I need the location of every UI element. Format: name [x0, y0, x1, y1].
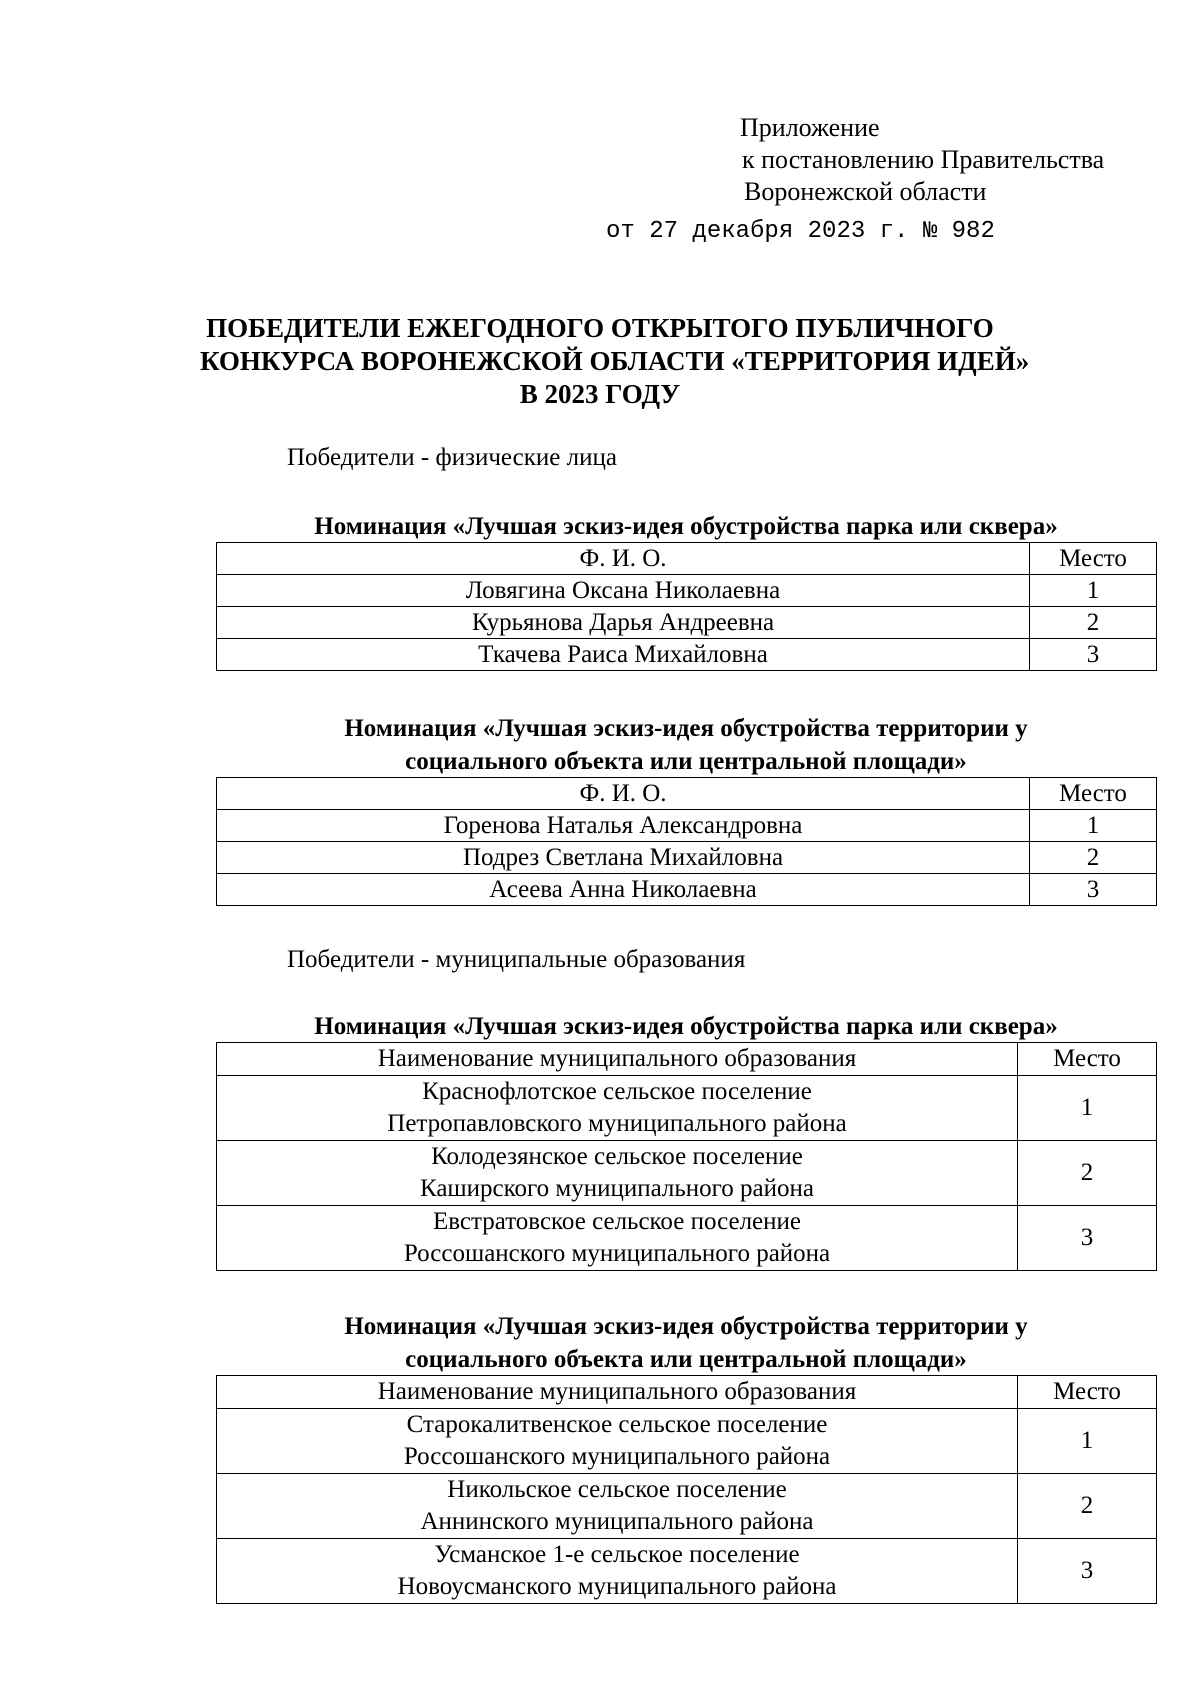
table-row	[217, 1409, 1157, 1474]
appendix-line-3: Воронежской области	[744, 177, 987, 206]
winner-place: 1	[1030, 810, 1157, 842]
municipality-settlement: Евстратовское сельское поселение	[432, 1208, 801, 1235]
municipality-settlement: Никольское сельское поселение	[447, 1476, 787, 1503]
header-name: Наименование муниципального образования	[217, 1043, 1018, 1076]
municipality-name	[217, 1141, 1018, 1206]
winner-name: Асеева Анна Николаевна	[217, 874, 1030, 906]
table-row	[217, 639, 1157, 671]
table-row	[217, 607, 1157, 639]
nomination-title-line: социального объекта или центральной площади»	[405, 748, 967, 775]
table-individuals-park	[216, 542, 1157, 671]
nomination-title-line: Номинация «Лучшая эскиз-идея обустройства парка или сквера»	[314, 513, 1058, 540]
nomination-title-line: Номинация «Лучшая эскиз-идея обустройства территории у	[344, 715, 1028, 742]
winner-place: 3	[1030, 874, 1157, 906]
table-row	[217, 1206, 1157, 1271]
municipality-settlement: Колодезянское сельское поселение	[431, 1143, 803, 1170]
appendix-line-2: к постановлению Правительства	[742, 145, 1105, 174]
section-heading-individuals: Победители - физические лица	[287, 444, 617, 471]
winner-name: Горенова Наталья Александровна	[217, 810, 1030, 842]
winner-place: 2	[1018, 1474, 1157, 1539]
winner-name: Подрез Светлана Михайловна	[217, 842, 1030, 874]
header-name: Наименование муниципального образования	[217, 1376, 1018, 1409]
table-row	[217, 1141, 1157, 1206]
municipality-name	[217, 1206, 1018, 1271]
municipality-district: Аннинского муниципального района	[420, 1508, 814, 1535]
nomination-title-line: Номинация «Лучшая эскиз-идея обустройства парка или сквера»	[314, 1013, 1058, 1040]
header-name: Ф. И. О.	[217, 778, 1030, 810]
winner-place: 1	[1018, 1076, 1157, 1141]
winner-place: 3	[1018, 1206, 1157, 1271]
section-heading-municipalities: Победители - муниципальные образования	[287, 946, 746, 973]
header-place: Место	[1030, 543, 1157, 575]
winner-name: Курьянова Дарья Андреевна	[217, 607, 1030, 639]
title-line-2: КОНКУРСА ВОРОНЕЖСКОЙ ОБЛАСТИ «ТЕРРИТОРИЯ ИДЕЙ»	[200, 346, 1030, 376]
municipality-name	[217, 1409, 1018, 1474]
header-place: Место	[1018, 1043, 1157, 1076]
table-row	[217, 810, 1157, 842]
header-name: Ф. И. О.	[217, 543, 1030, 575]
municipality-settlement: Старокалитвенское сельское поселение	[406, 1411, 828, 1438]
title-line-3: В 2023 ГОДУ	[519, 379, 681, 409]
winner-name: Ткачева Раиса Михайловна	[217, 639, 1030, 671]
nomination-title-social-municipalities	[216, 1310, 1156, 1376]
table-individuals-social	[216, 777, 1157, 906]
table-row	[217, 874, 1157, 906]
nomination-title-park-individuals	[216, 510, 1156, 543]
nomination-title-social-individuals	[216, 712, 1156, 778]
header-place: Место	[1018, 1376, 1157, 1409]
winner-place: 3	[1018, 1539, 1157, 1604]
document-title	[200, 312, 1030, 411]
municipality-district: Россошанского муниципального района	[403, 1443, 831, 1470]
header-place: Место	[1030, 778, 1157, 810]
winner-place: 2	[1030, 842, 1157, 874]
nomination-title-park-municipalities	[216, 1010, 1156, 1043]
winner-place: 1	[1018, 1409, 1157, 1474]
winner-place: 2	[1030, 607, 1157, 639]
table-header-row	[217, 543, 1157, 575]
table-row	[217, 842, 1157, 874]
municipality-district: Россошанского муниципального района	[403, 1240, 831, 1267]
municipality-settlement: Краснофлотское сельское поселение	[422, 1078, 812, 1105]
winner-place: 3	[1030, 639, 1157, 671]
table-header-row	[217, 1043, 1157, 1076]
municipality-district: Петропавловского муниципального района	[387, 1110, 847, 1137]
appendix-block	[740, 112, 1104, 208]
nomination-title-line: Номинация «Лучшая эскиз-идея обустройства территории у	[344, 1313, 1028, 1340]
table-header-row	[217, 778, 1157, 810]
table-row	[217, 1076, 1157, 1141]
winner-place: 2	[1018, 1141, 1157, 1206]
nomination-title-line: социального объекта или центральной площади»	[405, 1346, 967, 1373]
table-row	[217, 575, 1157, 607]
table-municipalities-social	[216, 1375, 1157, 1604]
municipality-name	[217, 1076, 1018, 1141]
winner-name: Ловягина Оксана Николаевна	[217, 575, 1030, 607]
municipality-settlement: Усманское 1-е сельское поселение	[434, 1541, 800, 1568]
table-municipalities-park	[216, 1042, 1157, 1271]
municipality-district: Каширского муниципального района	[419, 1175, 815, 1202]
municipality-name	[217, 1539, 1018, 1604]
table-header-row	[217, 1376, 1157, 1409]
appendix-line-1: Приложение	[740, 113, 880, 142]
resolution-date-number: от 27 декабря 2023 г. № 982	[606, 218, 995, 245]
winner-place: 1	[1030, 575, 1157, 607]
table-row	[217, 1474, 1157, 1539]
title-line-1: ПОБЕДИТЕЛИ ЕЖЕГОДНОГО ОТКРЫТОГО ПУБЛИЧНОГО	[206, 313, 994, 343]
municipality-name	[217, 1474, 1018, 1539]
municipality-district: Новоусманского муниципального района	[397, 1573, 837, 1600]
table-row	[217, 1539, 1157, 1604]
